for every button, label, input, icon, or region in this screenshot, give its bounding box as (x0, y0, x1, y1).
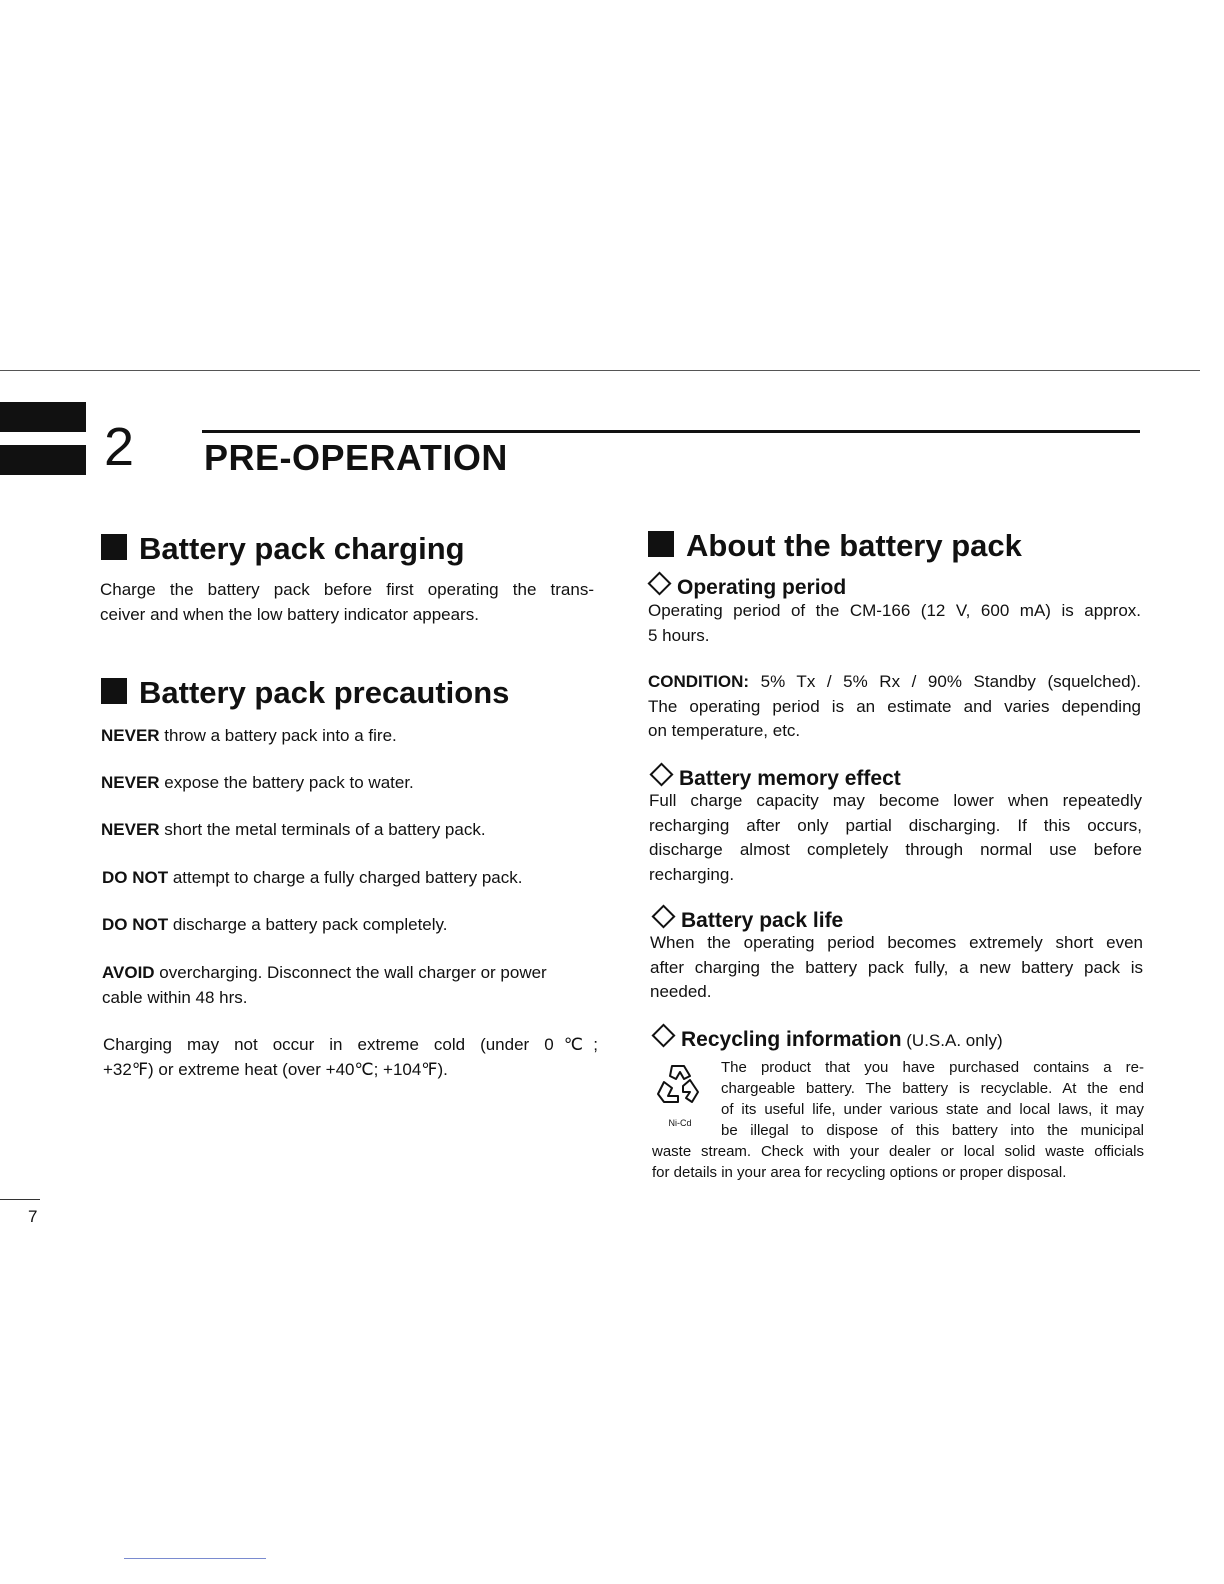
text-line: Operating period of the CM-166 (12 V, 600 mA) is approx. (648, 601, 1141, 620)
diamond-bullet-icon (649, 762, 673, 786)
precaution-keyword: DO NOT (102, 868, 169, 887)
precaution-item (101, 724, 397, 749)
precaution-item (101, 771, 414, 796)
precaution-keyword: DO NOT (102, 915, 169, 934)
operating-paragraph (648, 599, 1141, 648)
precaution-text: expose the battery pack to water. (159, 773, 414, 792)
precaution-text: discharge a battery pack completely. (168, 915, 448, 934)
bottom-rule (124, 1558, 266, 1559)
square-bullet-icon (648, 531, 674, 557)
section-heading-about: About the battery pack (648, 530, 1022, 561)
charging-paragraph (100, 578, 594, 627)
text-line: When the operating period becomes extremely short even (650, 933, 1143, 952)
precaution-item (101, 818, 486, 843)
chapter-tab-lower (0, 445, 86, 475)
precaution-item (102, 913, 448, 938)
chapter-title: PRE-OPERATION (204, 437, 508, 478)
text-line: on temperature, etc. (648, 721, 801, 740)
precaution-item (102, 866, 522, 891)
precaution-text: overcharging. Disconnect the wall charger or power (154, 963, 547, 982)
diamond-bullet-icon (647, 571, 671, 595)
precaution-item (102, 961, 602, 1010)
diamond-bullet-icon (651, 904, 675, 928)
chapter-rule (202, 430, 1140, 433)
square-bullet-icon (101, 678, 127, 704)
page-number: 7 (28, 1207, 38, 1226)
recycle-icon-label: Ni-Cd (668, 1118, 692, 1128)
text-line: +32℉) or extreme heat (over +40℃; +104℉). (103, 1059, 448, 1079)
text-line: after charging the battery pack fully, a new battery pack is (650, 957, 1143, 977)
text-line: chargeable battery. The battery is recyclable. At the end (721, 1080, 1144, 1097)
chapter-tab-upper (0, 402, 86, 432)
text-line: The operating period is an estimate and varies depending (648, 696, 1141, 716)
precaution-text: attempt to charge a fully charged battery pack. (168, 868, 523, 887)
text-line: Full charge capacity may become lower when repeatedly (649, 791, 1142, 810)
text-line: Charge the battery pack before first operating the trans- (100, 580, 594, 599)
section-heading-precautions: Battery pack precautions (101, 677, 509, 708)
text-line: for details in your area for recycling options or proper disposal. (652, 1164, 1067, 1181)
text-line: recharging after only partial discharging. If this occurs, (649, 815, 1142, 835)
text-line: waste stream. Check with your dealer or local solid waste officials (652, 1143, 1144, 1160)
text-line: 5 hours. (648, 625, 710, 645)
text-line: ceiver and when the low battery indicator appears. (100, 604, 479, 624)
text-line: Charging may not occur in extreme cold (under 0℃; (103, 1035, 598, 1054)
top-rule (0, 370, 1200, 371)
subheading-recycling: Recycling information (U.S.A. only) (650, 1027, 1003, 1050)
square-bullet-icon (101, 534, 127, 560)
text-line: CONDITION: 5% Tx / 5% Rx / 90% Standby (squelched). (648, 672, 1141, 691)
precaution-text: throw a battery pack into a fire. (159, 726, 397, 745)
precaution-keyword: NEVER (101, 773, 160, 792)
recycle-icon (650, 1058, 710, 1128)
subheading-memory-effect: Battery memory effect (648, 766, 901, 789)
text-line: discharge almost completely through normal use before (649, 840, 1142, 859)
diamond-bullet-icon (651, 1023, 675, 1047)
subheading-pack-life: Battery pack life (650, 908, 843, 931)
text-line: The product that you have purchased contains a re- (721, 1059, 1144, 1076)
life-paragraph (650, 931, 1143, 1005)
chapter-number: 2 (104, 417, 135, 477)
precaution-text: short the metal terminals of a battery pack. (159, 820, 486, 839)
recycling-paragraph-bottom (652, 1141, 1144, 1183)
text-line: recharging. (649, 864, 735, 884)
section-heading-charging: Battery pack charging (101, 533, 465, 564)
precaution-text-cont: cable within 48 hrs. (102, 987, 248, 1007)
recycling-paragraph-top (721, 1057, 1144, 1141)
page-number-rule (0, 1199, 40, 1200)
precaution-keyword: NEVER (101, 820, 160, 839)
condition-label: CONDITION: (648, 672, 750, 691)
temperature-note (103, 1033, 598, 1082)
text-line: needed. (650, 982, 712, 1001)
condition-paragraph (648, 670, 1141, 744)
precaution-keyword: NEVER (101, 726, 160, 745)
text-line: of its useful life, under various state and local laws, it may (721, 1101, 1144, 1118)
text-line: be illegal to dispose of this battery into the municipal (721, 1122, 1144, 1139)
precaution-keyword: AVOID (102, 963, 155, 982)
memory-paragraph (649, 789, 1142, 887)
subheading-operating-period: Operating period (646, 575, 846, 598)
